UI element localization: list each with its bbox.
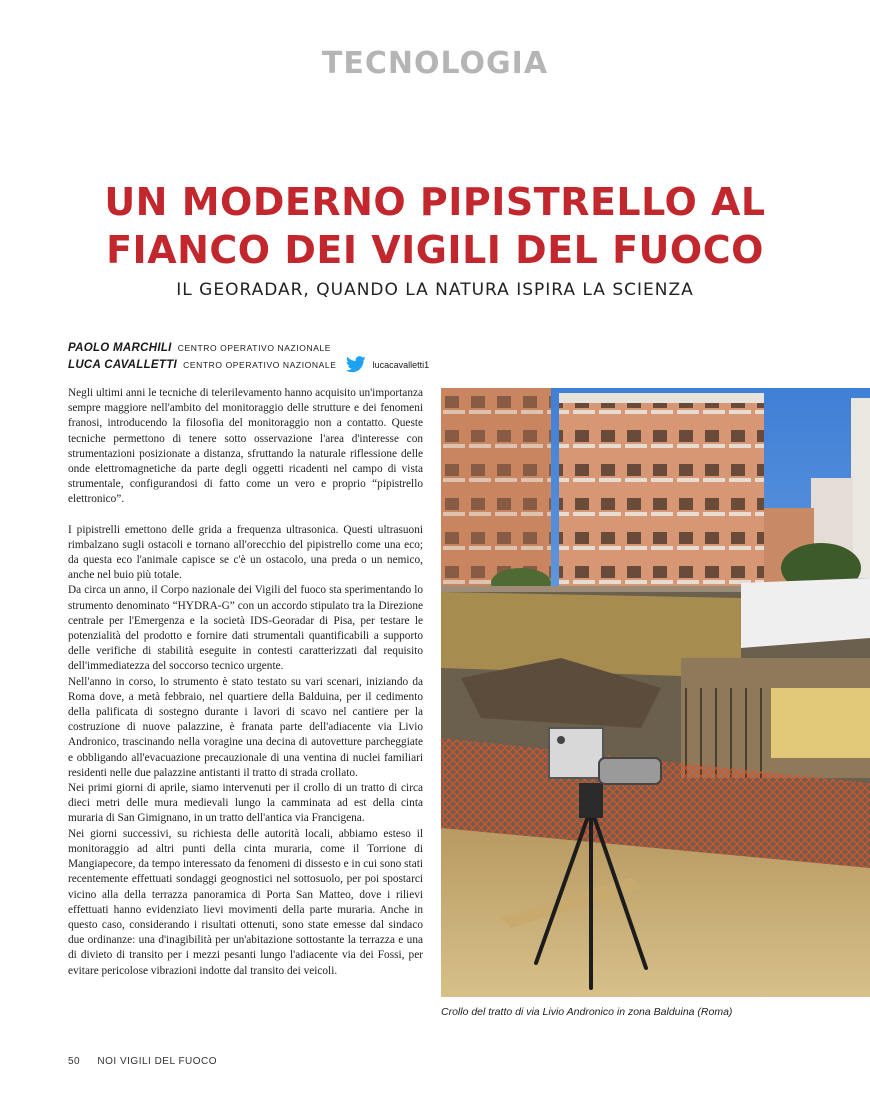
- title-line-1: UN MODERNO PIPISTRELLO AL: [104, 180, 766, 224]
- twitter-bird-icon: [346, 356, 366, 378]
- author-block: [68, 340, 429, 378]
- paragraph: Nei primi giorni di aprile, siamo intervenuti per il crollo di un tratto di circa dieci metri delle mura medievali lungo la camminata ad est della cinta muraria di San Gimignano, in un tratto dell'antica via Francigena.: [68, 782, 423, 825]
- collapse-site-photo: [441, 388, 870, 997]
- page-footer: [68, 1056, 217, 1067]
- section-label: TECNOLOGIA: [321, 46, 549, 81]
- paragraph: I pipistrelli emettono delle grida a frequenza ultrasonica. Questi ultrasuoni rimbalzano sugli ostacoli e tornano all'orecchio del pipistrello come una eco; da questa eco l'animale capisce se c'è un ostacolo, una preda o un nemico, anche nel buio più totale.: [68, 523, 423, 582]
- paragraph: Da circa un anno, il Corpo nazionale dei Vigili del fuoco sta sperimentando lo strumento denominato “HYDRA-G” con un accordo stipulato tra la Direzione centrale per l'Emergenza e la società IDS-Georadar di Pisa, per testare le potenzialità del prodotto e fornire dati strumentali quantificabili a supporto delle verifiche di stabilità eseguite in contesti caratterizzati dal requisito dell'immediatezza del soccorso tecnico urgente.: [68, 584, 423, 673]
- author-affiliation: CENTRO OPERATIVO NAZIONALE: [177, 343, 332, 353]
- page-number: 50: [68, 1056, 81, 1067]
- paragraph: Nell'anno in corso, lo strumento è stato testato su vari scenari, iniziando da Roma dove, a metà febbraio, nel quartiere della Balduina, per il cedimento della palificata di sostegno durante i lavori di scavo nel cantiere per la costruzione di nuove palazzine, è franata parte dell'adiacente via Livio Andronico, trascinando nella voragine una decina di autovetture parcheggiate e obbligando all'evacuazione precauzionale di una ventina di nuclei familiari residenti nelle due palazzine antistanti il tratto di strada crollato.: [68, 675, 423, 779]
- paragraph: Nei giorni successivi, su richiesta delle autorità locali, abbiamo esteso il monitoraggio ad altri punti della cinta muraria, come il Torrione di Mangiapecore, da tempo interessato da fenomeni di dissesto e in cui sono stati recentemente effettuati sondaggi geognostici nel sottosuolo, per poi spostarci vicino alla della terrazza panoramica di Porta San Matteo, dove i rilievi effettuati hanno evidenziato lievi movimenti della parte muraria. Anche in questo caso, considerando i risultati ottenuti, sono state emesse dal sindaco due ordinanze: una d'inagibilità per un'abitazione sottostante la terrazza e una di divieto di transito per i mezzi pesanti lungo l'adiacente via dei Fossi, per evitare pericolose vibrazioni indotte dal transito dei veicoli.: [68, 827, 423, 977]
- author-affiliation: CENTRO OPERATIVO NAZIONALE: [183, 360, 337, 370]
- author-2: [68, 356, 429, 378]
- magazine-name: NOI VIGILI DEL FUOCO: [97, 1056, 218, 1067]
- twitter-handle[interactable]: lucacavalletti1: [372, 360, 430, 370]
- author-name: PAOLO MARCHILI: [68, 342, 172, 354]
- title-line-2: FIANCO DEI VIGILI DEL FUOCO: [106, 228, 764, 272]
- photo-caption: Crollo del tratto di via Livio Andronico in zona Balduina (Roma): [441, 1006, 733, 1018]
- article-title: [0, 178, 870, 274]
- article-photo: [441, 388, 870, 997]
- paragraph: Negli ultimi anni le tecniche di telerilevamento hanno acquisito un'importanza sempre maggiore nell'ambito del monitoraggio delle strutture e dei fenomeni franosi, introducendo la filosofia del monitoraggio non a contatto. Queste tecniche permettono di tenere sotto osservazione l'area d'interesse con strumentazioni posizionate a distanza, sfruttando la naturale riflessione delle onde elettromagnetiche da parte degli oggetti ricadenti nel campo di vista strumentale, configurandosi di fatto come un vero e proprio “pipistrello elettronico”.: [68, 387, 423, 506]
- author-1: [68, 340, 429, 356]
- article-subtitle: IL GEORADAR, QUANDO LA NATURA ISPIRA LA SCIENZA: [176, 280, 694, 300]
- article-body: [68, 386, 423, 979]
- author-name: LUCA CAVALLETTI: [68, 359, 178, 371]
